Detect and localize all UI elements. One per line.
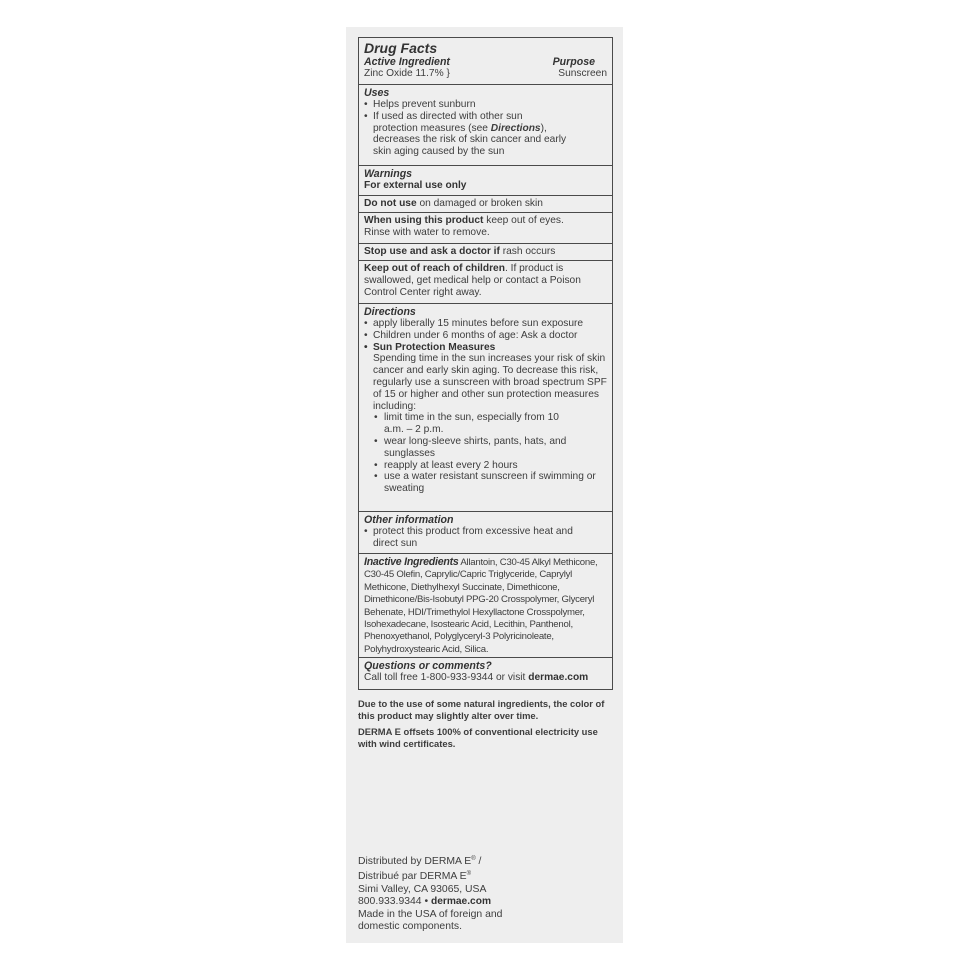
warnings-heading: Warnings: [364, 168, 413, 180]
active-ingredient-heading: Active Ingredient: [364, 56, 450, 68]
directions-heading: Directions: [364, 306, 416, 318]
active-ingredient-value: Zinc Oxide 11.7% }: [364, 68, 450, 79]
list-item: • apply liberally 15 minutes before sun exposure: [364, 318, 607, 330]
questions-section: [359, 657, 612, 684]
sun-protection-text: Spending time in the sun increases your risk of skin cancer and early skin aging. To decrease this risk, regularly use a sunscreen with broad spectrum SPF of 15 or higher and other sun protection measures including:: [373, 353, 607, 412]
distributor-block: [358, 853, 558, 933]
drug-facts-title: Drug Facts: [364, 40, 438, 56]
uses-heading: Uses: [364, 87, 390, 99]
keep-out-row: Keep out of reach of children. If product is swallowed, get medical help or contact a Poison Control Center right away.: [359, 260, 612, 298]
warnings-section: [359, 165, 612, 192]
natural-ingredients-note: Due to the use of some natural ingredients, the color of this product may slightly alter over time.: [358, 698, 605, 721]
distributor-contact: 800.933.9344 • dermae.com: [358, 896, 492, 908]
other-info-list: [364, 526, 596, 550]
made-in-text: Made in the USA of foreign and domestic components.: [358, 908, 503, 933]
distributor-address: Simi Valley, CA 93065, USA: [358, 883, 487, 895]
inactive-ingredients-heading: Inactive Ingredients: [364, 556, 459, 568]
when-using-row: When using this product keep out of eyes. Rinse with water to remove.: [359, 212, 612, 239]
uses-section: [359, 84, 612, 158]
list-item: • protect this product from excessive heat and direct sun: [364, 526, 596, 550]
list-item: • reapply at least every 2 hours: [364, 460, 600, 472]
distributor-website: dermae.com: [430, 896, 492, 908]
list-item: • Sun Protection Measures: [364, 342, 607, 354]
stop-use-row: Stop use and ask a doctor if rash occurs: [359, 243, 612, 258]
questions-website: dermae.com: [528, 672, 589, 683]
do-not-use-row: Do not use on damaged or broken skin: [359, 195, 612, 210]
list-item: • wear long-sleeve shirts, pants, hats, and sunglasses: [364, 436, 600, 460]
sun-protection-list: [364, 412, 600, 495]
list-item: • If used as directed with other sun protection measures (see Directions), decreases the risk of skin cancer and early skin aging caused by the sun: [364, 111, 569, 158]
notes-block: [358, 698, 618, 749]
questions-heading: Questions or comments?: [364, 660, 492, 672]
purpose-heading: Purpose: [552, 56, 595, 68]
list-item: • Children under 6 months of age: Ask a doctor: [364, 330, 607, 342]
distributor-line-1: Distributed by DERMA E® /: [358, 856, 482, 867]
label-panel: [346, 27, 623, 943]
inactive-ingredients-text: Allantoin, C30-45 Alkyl Methicone, C30-45 Olefin, Caprylic/Capric Triglyceride, Caprylyl Methicone, Diethylhexyl Succinate, Dimethicone, Dimethicone/Bis-Isobutyl PPG-20 Crosspolymer, Glyceryl Behenate, HDI/Trimethylol Hexyllactone Crosspolymer, Isohexadecane, Isostearic Acid, Lecithin, Panthenol, Phenoxyethanol, Polyglyceryl-3 Polyricinoleate, Polyhydroxystearic Acid, Silica.: [364, 557, 598, 655]
distributor-line-2: Distribué par DERMA E®: [358, 871, 471, 883]
questions-text: Call toll free 1-800-933-9344 or visit: [364, 672, 529, 683]
other-info-section: [359, 511, 612, 550]
purpose-value: Sunscreen: [558, 68, 607, 79]
list-item: • limit time in the sun, especially from 10 a.m. – 2 p.m.: [364, 412, 600, 436]
drug-facts-header: [359, 40, 612, 80]
list-item: • use a water resistant sunscreen if swimming or sweating: [364, 471, 600, 495]
directions-section: [359, 303, 612, 495]
wind-certificates-note: DERMA E offsets 100% of conventional electricity use with wind certificates.: [358, 726, 598, 749]
inactive-ingredients-section: [359, 553, 612, 656]
uses-list: [364, 99, 569, 158]
drug-facts-box: [358, 37, 613, 690]
directions-list: [364, 318, 607, 353]
other-info-heading: Other information: [364, 514, 454, 526]
external-use-text: For external use only: [364, 180, 467, 191]
list-item: • Helps prevent sunburn: [364, 99, 569, 111]
